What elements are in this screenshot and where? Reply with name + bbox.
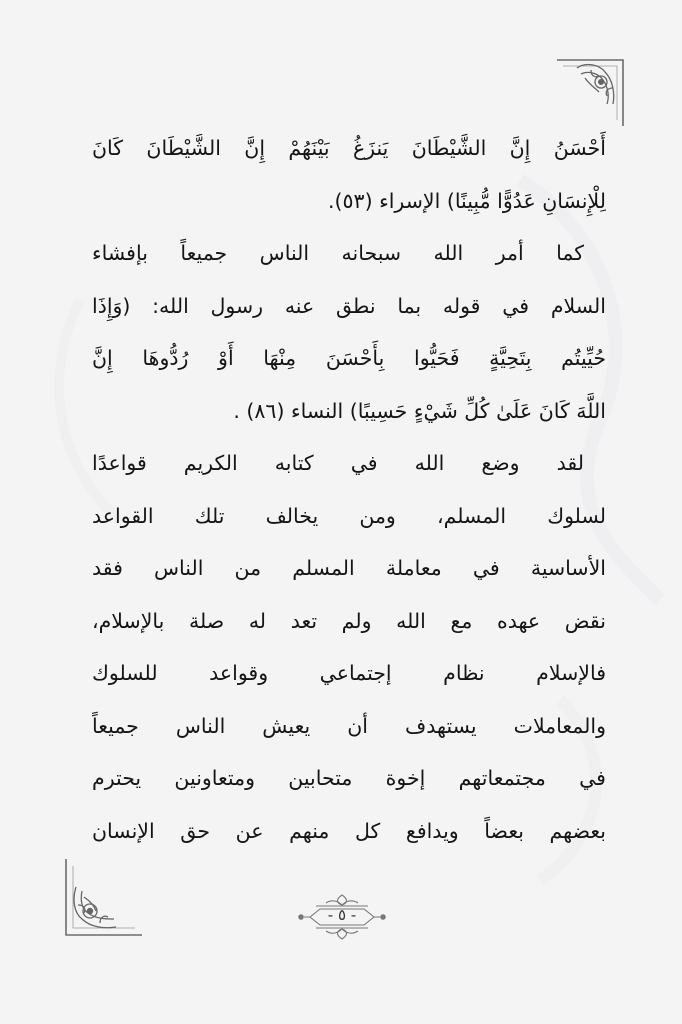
text-line: الأساسية في معاملة المسلم من الناس فقد [92, 556, 606, 580]
text-line: اللَّهَ كَانَ عَلَىٰ كُلِّ شَيْءٍ حَسِيبًا) النساء (٨٦) . [233, 398, 606, 423]
corner-ornament-top-right [555, 58, 625, 128]
text-line: لِلْإِنسَانِ عَدُوًّا مُّبِينًا) الإسراء (٥٣). [328, 188, 606, 213]
text-line: لسلوك المسلم، ومن يخالف تلك القواعد [92, 503, 606, 528]
corner-ornament-bottom-left [64, 857, 144, 937]
text-line: السلام في قوله بما نطق عنه رسول الله: (وَإِذَا [92, 293, 606, 318]
page-number: - ٥ - [327, 906, 357, 924]
text-line: نقض عهده مع الله ولم تعد له صلة بالإسلام، [92, 608, 606, 633]
text-line: لقد وضع الله في كتابه الكريم قواعدًا [92, 451, 584, 475]
text-line: بعضهم بعضاً ويدافع كل منهم عن حق الإنسان [92, 818, 606, 843]
text-line: والمعاملات يستهدف أن يعيش الناس جميعاً [92, 713, 606, 738]
text-line: أَحْسَنُ إِنَّ الشَّيْطَانَ يَنزَغُ بَيْنَهُمْ إِنَّ الشَّيْطَانَ كَانَ [92, 136, 606, 160]
page-number-badge [296, 893, 388, 941]
text-line: حُيِّيتُم بِتَحِيَّةٍ فَحَيُّوا بِأَحْسَنَ مِنْهَا أَوْ رُدُّوهَا إِنَّ [92, 346, 606, 370]
text-line: كما أمر الله سبحانه الناس جميعاً بإفشاء [92, 241, 584, 265]
text-line: في مجتمعاتهم إخوة متحابين ومتعاونين يحترم [92, 766, 606, 790]
text-line: فالإسلام نظام إجتماعي وقواعد للسلوك [92, 661, 606, 685]
arabic-text-body [92, 122, 606, 857]
